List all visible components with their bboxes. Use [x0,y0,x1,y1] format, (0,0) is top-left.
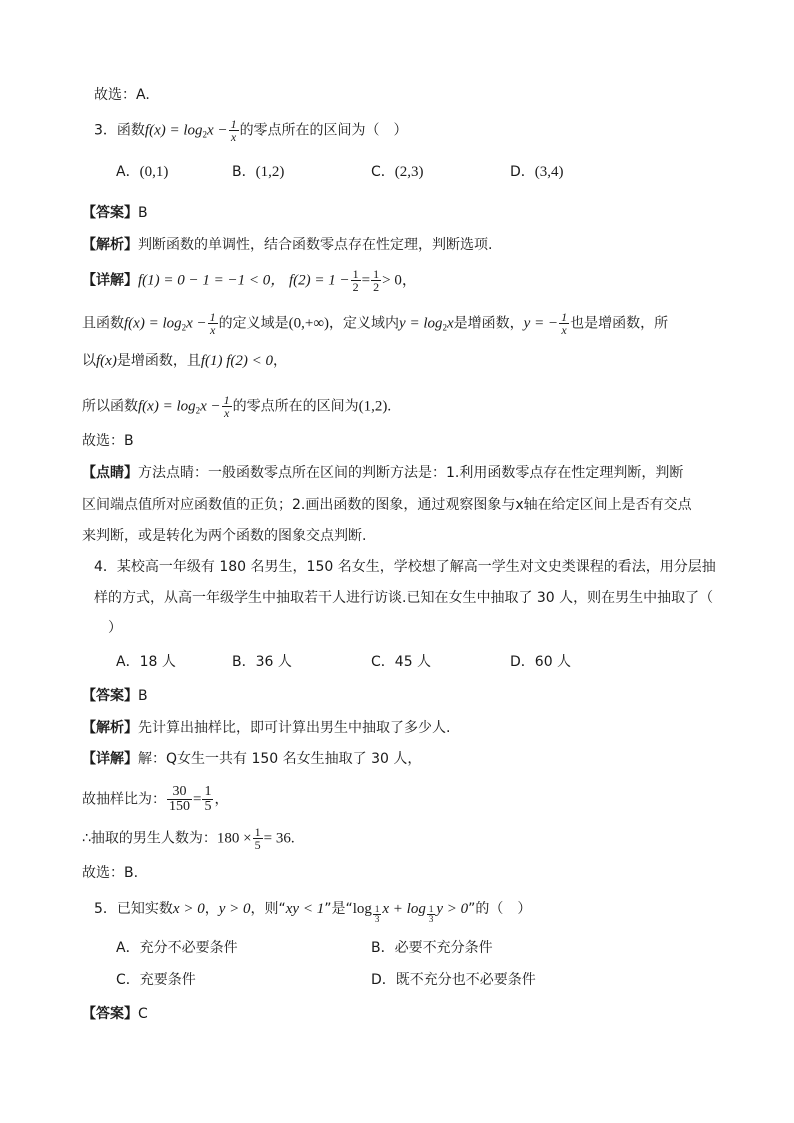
text: 是增函数， [453,315,524,332]
q3-remark-1 [82,462,683,484]
analysis-tag: 【解析】 [82,237,138,253]
equals-sign: = [193,791,202,808]
fraction-denominator: 150 [169,799,190,814]
half-fraction-2 [371,268,381,293]
option-value: 60 人 [534,654,572,670]
fraction-denominator: 2 [352,280,359,294]
math: x > 0 [172,901,205,917]
option-value: (1,2) [255,164,285,180]
math: x + log [382,901,426,917]
fraction-numerator: 1 [373,267,380,281]
fraction-numerator: 1 [209,310,216,324]
q4-stem-text: 某校高一年级有 180 名男生，150 名女生，学校想了解高一学生对文史类课程的看法，用分层抽 [116,559,716,575]
q4-analysis [82,717,450,739]
math: y > 0 [218,901,251,917]
fraction-numerator: 1 [223,393,230,407]
option-label: D． [371,972,396,988]
half-fraction [351,268,361,293]
math: y > 0 [436,901,469,917]
answer-tag: 【答案】 [82,688,138,704]
option-label: D． [510,164,535,180]
math: log [352,901,372,917]
q4-option-a [116,651,176,673]
math: 180 × [216,830,252,847]
math: xy < 1 [285,901,325,917]
fraction-denominator: 5 [254,838,261,852]
q4-detail-2 [82,785,228,814]
fraction-denominator: 5 [204,799,212,814]
text: ， [214,791,229,808]
option-label: A． [116,164,140,180]
log-base: 2 [202,129,208,140]
q2-conclusion: 故选：A. [94,87,150,103]
q3-remark-3: 来判断，或是转化为两个函数的图象交点判断. [82,528,367,544]
option-value: 充要条件 [139,972,196,988]
q4-option-c [371,651,431,673]
q3-function-tail: x − [207,122,228,139]
math: x − [200,398,221,415]
interval: (1,2) [358,398,388,415]
text: ”的（ ） [468,901,532,917]
q3-answer [82,202,148,224]
detail-tag: 【详解】 [82,751,138,767]
q4-stem-3: ） [108,620,122,636]
q5-option-d [371,969,536,991]
q5-option-b [371,937,493,959]
option-value: 36 人 [255,654,292,670]
fraction-numerator: 1 [204,784,212,799]
remark-tag: 【点睛】 [82,465,138,481]
fraction-denominator: x [230,130,237,144]
option-value: 既不充分也不必要条件 [395,972,536,988]
log-base: 2 [442,322,447,333]
math: f(x) = log [138,398,196,415]
q3-stem [94,118,408,146]
fraction [208,311,218,336]
fraction-denominator: x [209,323,216,337]
fraction-denominator: 2 [373,280,380,294]
log-base-fraction [427,905,436,924]
q3-stem-end: 的零点所在的区间为（ ） [239,122,408,139]
q4-option-d [510,651,571,673]
q3-option-c [371,161,424,183]
text: 的定义域是 [218,315,289,332]
q3-conclusion: 故选：B [82,433,134,449]
fraction-denominator: 3 [428,914,434,924]
option-value: (2,3) [394,164,424,180]
equals-sign: = [361,272,371,289]
q4-stem-1 [94,556,716,578]
option-value: 18 人 [139,654,176,670]
option-label: B． [371,940,395,956]
fraction-numerator: 1 [561,310,568,324]
option-value: 必要不充分条件 [394,940,493,956]
fraction [202,785,213,814]
analysis-text: 先计算出抽样比，即可计算出男生中抽取了多少人. [138,720,451,736]
option-label: C． [116,972,140,988]
domain: (0,+∞) [288,315,330,332]
text: 的零点所在的区间为 [232,398,359,415]
log-base: 2 [195,405,201,416]
q3-fraction [229,118,239,143]
remark-text: 方法点睛：一般函数零点所在区间的判断方法是：1.利用函数零点存在性定理判断，判断 [138,465,684,481]
math: x [447,315,454,332]
q3-detail-4: 所以函数$f(x) = \log_2x$ − $\frac{1}{x}$ 的零点所在的区间为(1,2). [82,393,392,420]
math: x − [186,315,207,332]
text: ，定义域内 [329,315,400,332]
q5-option-a [116,937,238,959]
detail-tag: 【详解】 [82,272,138,289]
fraction-numerator: 1 [374,904,380,914]
q4-conclusion: 故选：B. [82,865,139,881]
fraction [253,826,263,851]
detail-math: f(1) = 0 − 1 = −1 < 0， f(2) = 1 − [138,272,350,289]
fraction-numerator: 1 [254,825,261,839]
fraction-denominator: x [561,323,567,337]
fraction [222,394,232,419]
q5-option-c [116,969,196,991]
q5-number: 5． [94,901,117,917]
answer-value: B [138,688,148,704]
fraction-numerator: 1 [428,904,434,914]
text: 且函数 [82,315,124,332]
q3-detail-3 [82,350,287,372]
q3-option-a [116,161,168,183]
detail-math-end: > 0， [382,272,417,289]
fraction-denominator: 3 [374,914,380,924]
answer-value: B [138,205,148,221]
text: 是增函数，且 [116,353,201,369]
text: 已知实数 [116,901,173,917]
q3-analysis [82,234,492,256]
math: y = log [399,315,443,332]
option-label: A． [116,940,140,956]
fraction-numerator: 30 [167,785,192,800]
q3-function: f(x) = log [144,122,203,139]
option-label: A． [116,654,140,670]
text: ， [204,901,219,917]
fraction-numerator: 1 [230,117,237,131]
math: f(1) f(2) < 0 [200,353,274,369]
text: . [290,830,295,847]
option-value: (0,1) [139,164,169,180]
text: ∴抽取的男生人数为： [82,830,217,847]
text: ”是“ [324,901,353,917]
text: ，则“ [250,901,286,917]
option-label: C． [371,164,395,180]
text: ， [273,353,288,369]
q3-stem-text: 函数 [116,122,145,139]
q4-number: 4． [94,559,117,575]
fraction [559,311,569,336]
q4-option-b [232,651,292,673]
q4-detail-3 [82,826,295,851]
q3-detail-2 [82,311,668,339]
detail-text: 解：Q女生一共有 150 名女生抽取了 30 人， [138,751,422,767]
fraction-numerator: 1 [352,267,359,281]
q4-stem-2: 样的方式，从高一年级学生中抽取若干人进行访谈.已知在女生中抽取了 30 人，则在男生中抽取了（ [94,590,714,606]
q5-stem [94,898,531,924]
q5-answer [82,1003,148,1025]
option-label: B． [232,654,256,670]
math: f(x) [96,353,117,369]
text: 故抽样比为： [82,791,166,808]
q4-answer [82,685,148,707]
text: 所以函数 [82,398,138,415]
option-value: (3,4) [534,164,564,180]
option-label: C． [371,654,395,670]
fraction [167,785,192,814]
text: 以 [82,353,96,369]
answer-tag: 【答案】 [82,1006,138,1022]
log-base-fraction [373,905,382,924]
math: y = − [523,315,559,332]
log-base: 2 [181,322,187,333]
answer-value: C [138,1006,148,1022]
option-label: B． [232,164,256,180]
answer-tag: 【答案】 [82,205,138,221]
option-label: D． [510,654,535,670]
analysis-tag: 【解析】 [82,720,138,736]
math: f(x) = log [124,315,182,332]
q3-number: 3． [94,122,117,139]
q3-detail-1 [82,268,417,293]
option-value: 45 人 [394,654,432,670]
text: 也是增函数，所 [570,315,669,332]
q4-detail-1 [82,748,421,770]
q3-option-d [510,161,564,183]
analysis-text: 判断函数的单调性，结合函数零点存在性定理，判断选项. [138,237,493,253]
q3-option-b [232,161,284,183]
option-value: 充分不必要条件 [139,940,238,956]
q3-remark-2: 区间端点值所对应函数值的正负；2.画出函数的图象，通过观察图象与x轴在给定区间上是否有交点 [82,497,692,513]
fraction-denominator: x [223,406,230,420]
math: = 36 [263,830,291,847]
